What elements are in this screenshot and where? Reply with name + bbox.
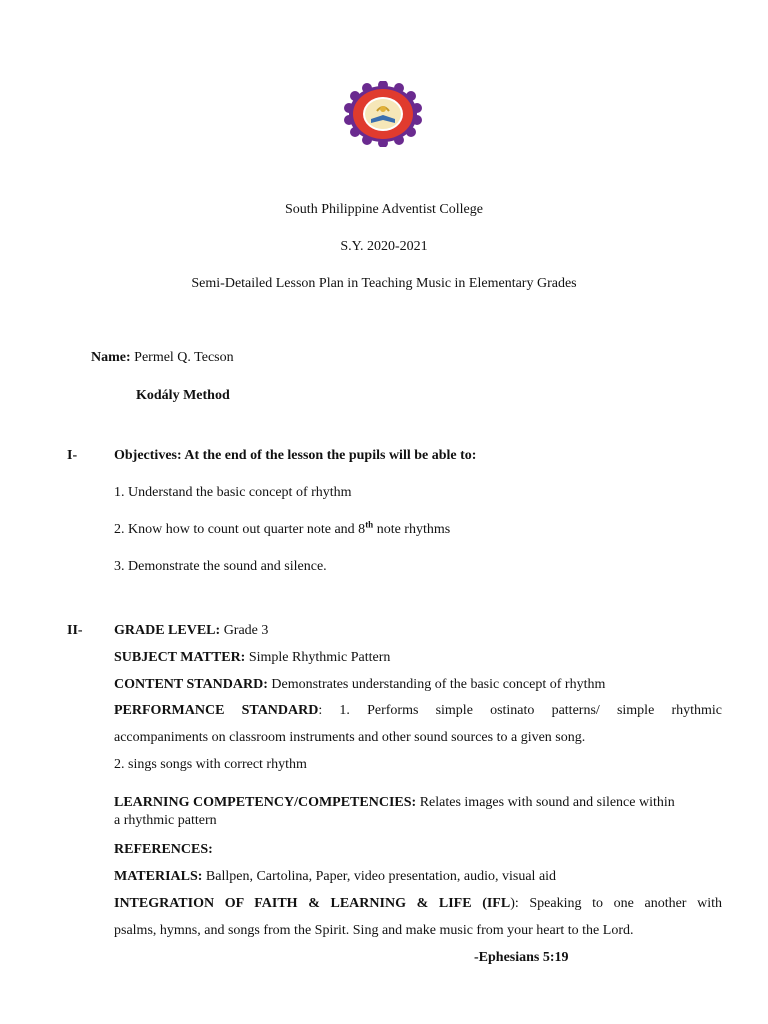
- school-year: S.Y. 2020-2021: [340, 239, 428, 254]
- school-name: South Philippine Adventist College: [285, 202, 483, 217]
- section-1-numeral: I-: [67, 448, 78, 463]
- objective-2-tail: note rhythms: [373, 522, 451, 537]
- references-label: REFERENCES:: [114, 842, 213, 857]
- subject-value: Simple Rhythmic Pattern: [248, 650, 391, 665]
- objective-3: 3. Demonstrate the sound and silence.: [114, 559, 327, 574]
- performance-line1: : 1. Performs simple ostinato patterns/ simple rhythmic: [318, 703, 722, 718]
- content-label: CONTENT STANDARD:: [114, 677, 268, 692]
- competency-line1: Relates images with sound and silence within: [419, 795, 675, 810]
- ifl-line2: psalms, hymns, and songs from the Spirit. Sing and make music from your heart to the Lord.: [114, 923, 634, 938]
- performance-standard-line1: [114, 703, 722, 719]
- plan-title: Semi-Detailed Lesson Plan in Teaching Music in Elementary Grades: [191, 276, 577, 291]
- name-label: Name:: [91, 350, 131, 365]
- materials-label: MATERIALS:: [114, 869, 203, 884]
- objective-2-sup: th: [365, 519, 374, 530]
- grade-level: [114, 623, 268, 639]
- objective-2: [114, 519, 451, 538]
- objective-1: 1. Understand the basic concept of rhythm: [114, 485, 352, 500]
- content-value: Demonstrates understanding of the basic concept of rhythm: [271, 677, 606, 692]
- subject-matter: [114, 650, 390, 666]
- objective-2-text: 2. Know how to count out quarter note and 8: [114, 522, 366, 537]
- performance-line3: 2. sings songs with correct rhythm: [114, 757, 307, 772]
- method-title: [136, 388, 230, 404]
- school-logo: [343, 81, 423, 147]
- performance-line2: accompaniments on classroom instruments and other sound sources to a given song.: [114, 730, 586, 745]
- subject-label: SUBJECT MATTER:: [114, 650, 246, 665]
- grade-label: GRADE LEVEL:: [114, 623, 221, 638]
- learning-competency: [114, 795, 675, 811]
- content-standard: [114, 677, 605, 693]
- materials: [114, 869, 556, 885]
- competency-label: LEARNING COMPETENCY/COMPETENCIES:: [114, 795, 417, 810]
- objectives-heading: Objectives: At the end of the lesson the pupils will be able to:: [114, 448, 477, 463]
- performance-label: PERFORMANCE STANDARD: [114, 703, 319, 718]
- ifl-text-1: ): Speaking to one another with: [510, 896, 722, 911]
- section-2-numeral: II-: [67, 623, 83, 638]
- ifl-label: INTEGRATION OF FAITH & LEARNING & LIFE (IFL: [114, 896, 511, 911]
- materials-value: Ballpen, Cartolina, Paper, video presentation, audio, visual aid: [205, 869, 557, 884]
- bible-verse-reference: -Ephesians 5:19: [474, 950, 569, 965]
- grade-value: Grade 3: [223, 623, 269, 638]
- name-line: [91, 350, 234, 366]
- method-label: Kodály Method: [136, 388, 230, 403]
- ifl-line1: [114, 896, 722, 912]
- competency-line2: a rhythmic pattern: [114, 813, 217, 828]
- name-value: Permel Q. Tecson: [134, 350, 234, 365]
